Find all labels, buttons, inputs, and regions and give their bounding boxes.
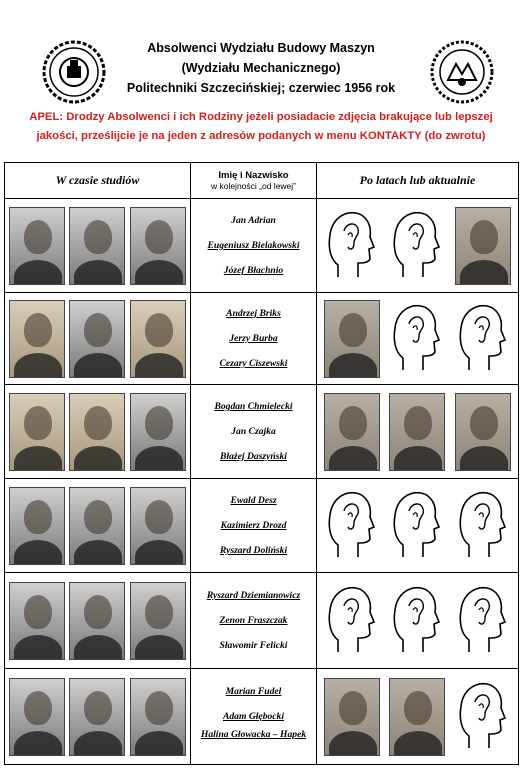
table-row xyxy=(5,293,519,385)
student-portrait-photo xyxy=(9,207,65,285)
missing-photo-head-icon xyxy=(455,678,511,756)
column-header-name-label: Imię i Nazwisko xyxy=(218,169,289,181)
student-portrait-photo xyxy=(69,207,125,285)
names-cell xyxy=(191,573,317,669)
graduate-name[interactable]: Marian Fudel xyxy=(225,685,282,697)
student-portrait-photo xyxy=(9,393,65,471)
missing-photo-head-icon xyxy=(389,207,445,285)
appeal-text xyxy=(10,108,512,146)
student-portrait-photo xyxy=(69,678,125,756)
student-portrait-photo xyxy=(69,487,125,565)
graduate-name[interactable]: Jan Adrian xyxy=(231,215,276,226)
table-row xyxy=(5,669,519,765)
missing-photo-head-icon xyxy=(389,300,445,378)
later-photos-cell xyxy=(317,573,519,669)
graduate-recent-photo xyxy=(455,393,511,471)
wydzial-mechaniczny-seal-icon xyxy=(430,40,494,104)
table-row xyxy=(5,385,519,479)
graduate-recent-photo xyxy=(389,678,445,756)
graduate-recent-photo xyxy=(324,678,380,756)
names-cell xyxy=(191,669,317,765)
student-portrait-photo xyxy=(69,582,125,660)
missing-photo-head-icon xyxy=(324,207,380,285)
graduate-name[interactable]: Ryszard Dziemianowicz xyxy=(206,590,301,601)
names-cell xyxy=(191,385,317,479)
graduate-name[interactable]: Błażej Daszyński xyxy=(220,451,287,462)
appeal-line-1: APEL: Drodzy Absolwenci i ich Rodziny jeżeli posiadacie zdjęcia brakujące lub lepszej xyxy=(29,111,493,123)
graduate-name[interactable]: Ryszard Doliński xyxy=(219,545,288,556)
graduate-name[interactable]: Sławomir Felicki xyxy=(219,640,288,651)
title-line-3: Politechniki Szczecińskiej; czerwiec 1956 rok xyxy=(126,81,396,95)
student-portrait-photo xyxy=(9,487,65,565)
student-portrait-photo xyxy=(9,678,65,756)
column-header-study: W czasie studiów xyxy=(5,163,191,199)
table-row xyxy=(5,479,519,573)
graduate-name[interactable]: Adam Głębocki xyxy=(222,710,285,722)
column-header-later: Po latach lub aktualnie xyxy=(317,163,519,199)
graduate-recent-photo xyxy=(324,393,380,471)
study-photos-cell xyxy=(5,573,191,669)
column-header-name-sub: w kolejności „od lewej” xyxy=(210,180,297,191)
graduate-name[interactable]: Józef Błachnio xyxy=(223,265,284,276)
study-photos-cell xyxy=(5,479,191,573)
graduate-recent-photo xyxy=(389,393,445,471)
later-photos-cell xyxy=(317,479,519,573)
study-photos-cell xyxy=(5,293,191,385)
page-header xyxy=(0,0,522,160)
graduate-name[interactable]: Eugeniusz Bielakowski xyxy=(207,240,300,251)
student-portrait-photo xyxy=(130,393,186,471)
missing-photo-head-icon xyxy=(455,487,511,565)
graduate-name[interactable]: Ewald Desz xyxy=(230,495,277,506)
student-portrait-photo xyxy=(9,582,65,660)
graduate-recent-photo xyxy=(455,207,511,285)
student-portrait-photo xyxy=(130,582,186,660)
graduate-name[interactable]: Jan Czajka xyxy=(231,426,276,437)
student-portrait-photo xyxy=(9,300,65,378)
title-line-1: Absolwenci Wydziału Budowy Maszyn xyxy=(147,41,375,55)
page-title xyxy=(120,38,402,98)
study-photos-cell xyxy=(5,199,191,293)
missing-photo-head-icon xyxy=(389,582,445,660)
study-photos-cell xyxy=(5,385,191,479)
missing-photo-head-icon xyxy=(324,487,380,565)
graduate-name[interactable]: Bogdan Chmielecki xyxy=(214,401,293,412)
graduate-name[interactable]: Zenon Fraszczak xyxy=(219,615,288,626)
graduate-recent-photo xyxy=(324,300,380,378)
missing-photo-head-icon xyxy=(389,487,445,565)
student-portrait-photo xyxy=(130,678,186,756)
later-photos-cell xyxy=(317,293,519,385)
study-photos-cell xyxy=(5,669,191,765)
graduate-name[interactable]: Jerzy Burba xyxy=(229,333,278,344)
missing-photo-head-icon xyxy=(324,582,380,660)
names-cell xyxy=(191,479,317,573)
appeal-line-2: jakości, prześlijcie je na jeden z adresów podanych w menu KONTAKTY (do zwrotu) xyxy=(36,130,486,142)
names-cell xyxy=(191,199,317,293)
student-portrait-photo xyxy=(69,393,125,471)
title-line-2: (Wydziału Mechanicznego) xyxy=(181,61,341,75)
student-portrait-photo xyxy=(130,487,186,565)
graduates-table xyxy=(4,162,519,765)
graduate-name[interactable]: Kazimierz Drozd xyxy=(220,520,287,531)
missing-photo-head-icon xyxy=(455,582,511,660)
politechnika-seal-icon xyxy=(42,40,106,104)
student-portrait-photo xyxy=(130,300,186,378)
names-cell xyxy=(191,293,317,385)
table-row xyxy=(5,573,519,669)
student-portrait-photo xyxy=(69,300,125,378)
missing-photo-head-icon xyxy=(455,300,511,378)
later-photos-cell xyxy=(317,385,519,479)
later-photos-cell xyxy=(317,669,519,765)
student-portrait-photo xyxy=(130,207,186,285)
graduate-name[interactable]: Andrzej Briks xyxy=(226,308,281,319)
later-photos-cell xyxy=(317,199,519,293)
graduate-name[interactable]: Cezary Ciszewski xyxy=(219,358,288,369)
table-row xyxy=(5,199,519,293)
table-header-row xyxy=(5,163,519,199)
graduate-name[interactable]: Halina Głowacka – Hapek xyxy=(200,728,307,740)
column-header-name xyxy=(191,163,317,199)
